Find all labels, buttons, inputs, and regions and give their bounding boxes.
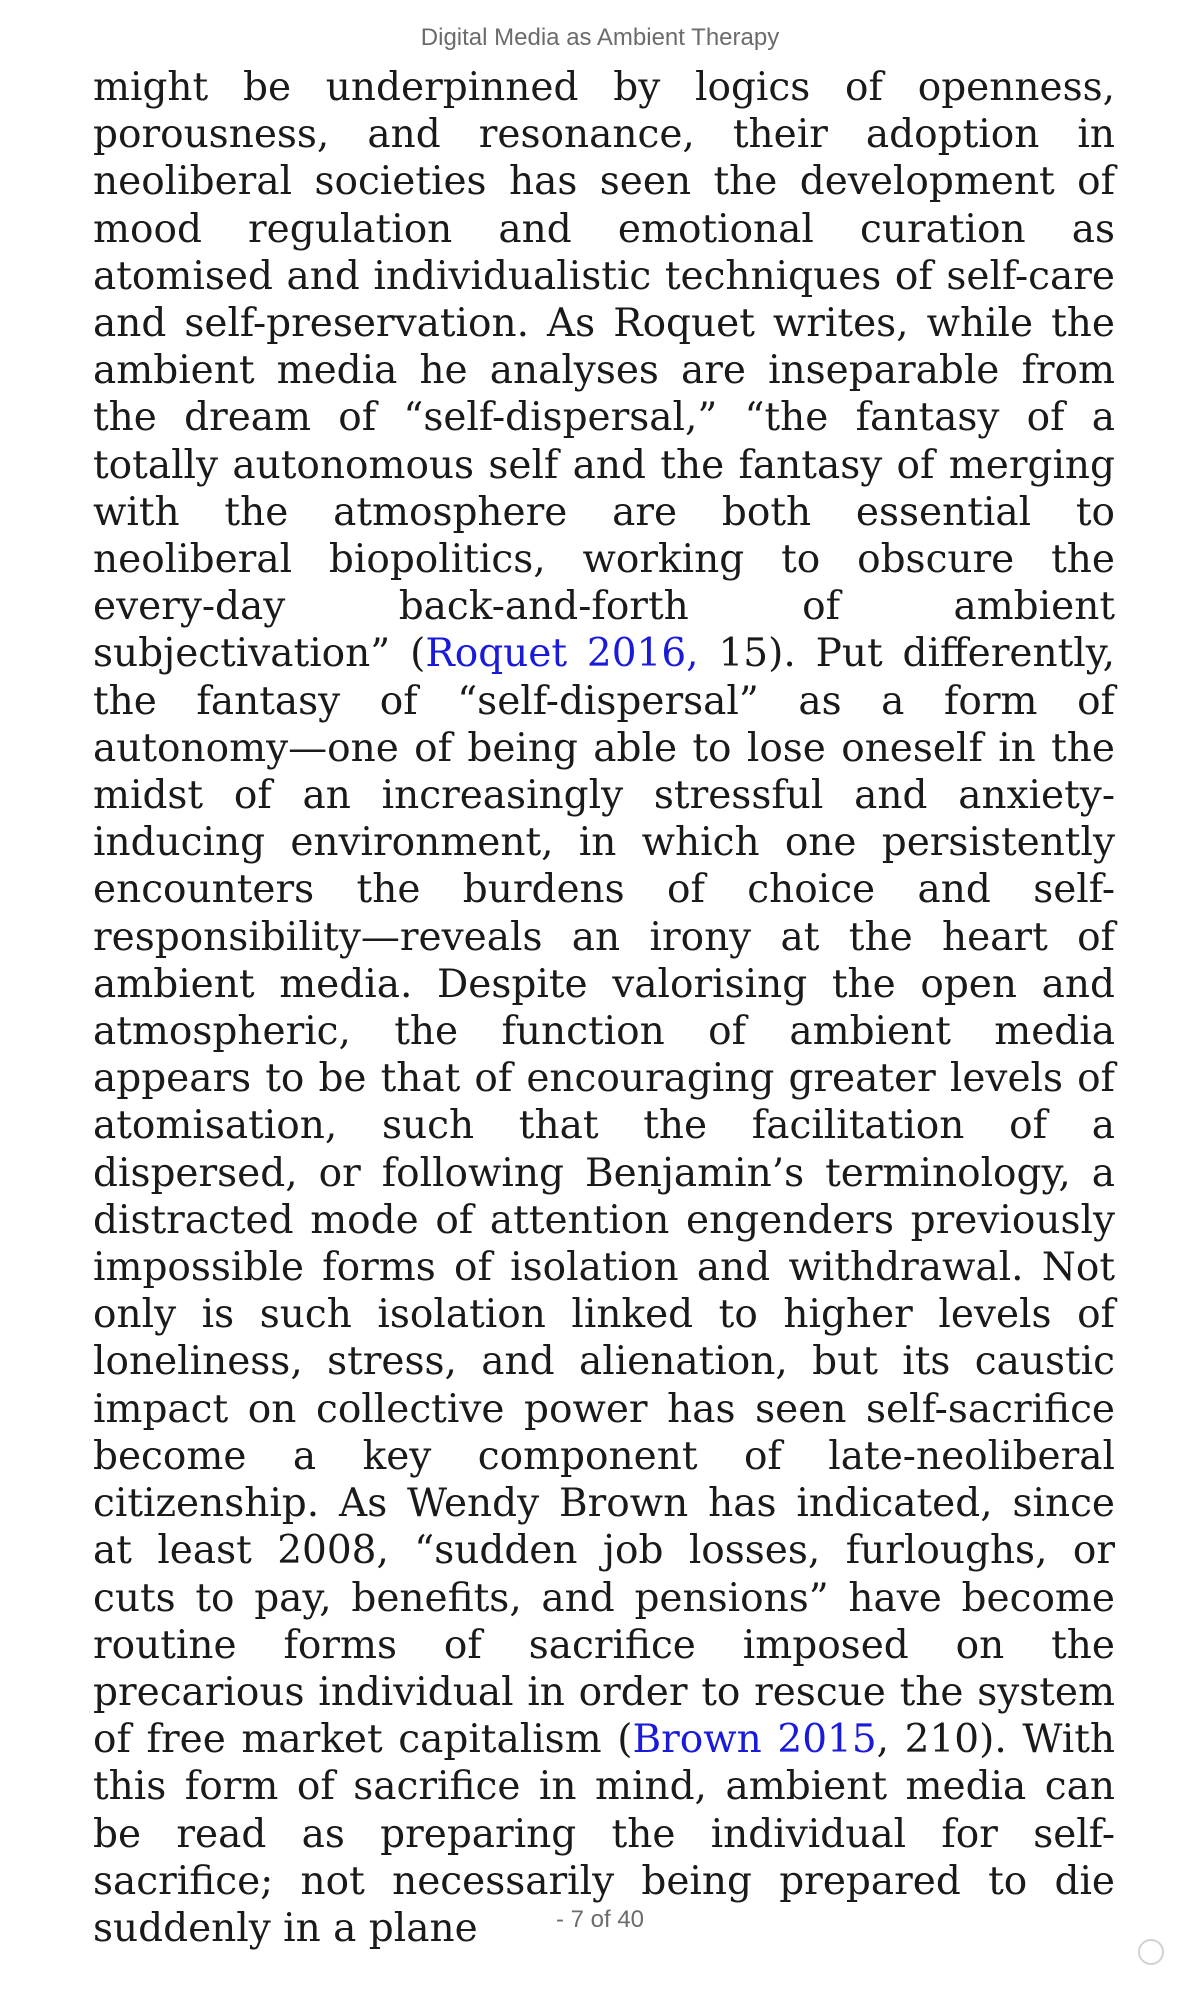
body-paragraph bbox=[93, 64, 1115, 1952]
body-text-segment-2: 15). Put differently, the fantasy of “self-dispersal” as a form of autonomy—one of being able to lose oneself in the midst of an increasingly stressful and anxiety-inducing environment, in which one persistently encounters the burdens of choice and self-responsibility—reveals an irony at the heart of ambient media. Despite valorising the open and atmospheric, the function of ambient media appears to be that of encouraging greater levels of atomisation, such that the facilitation of a dispersed, or following Benjamin’s terminology, a distracted mode of attention engenders previously impossible forms of isolation and withdrawal. Not only is such isolation linked to higher levels of loneliness, stress, and alienation, but its caustic impact on collective power has seen self-sacrifice become a key component of late-neoliberal citizenship. As Wendy Brown has indicated, since at least 2008, “sudden job losses, furloughs, or cuts to pay, benefits, and pensions” have become routine forms of sacrifice imposed on the precarious individual in order to rescue the system of free market capitalism ( bbox=[93, 631, 1115, 1763]
citation-link-roquet-2016[interactable]: Roquet 2016, bbox=[425, 631, 699, 677]
body-text-segment-1: might be underpinned by logics of openness, porousness, and resonance, their adoption in neoliberal societies has seen the development of mood regulation and emotional curation as atomised and individualistic techniques of self-care and self-preservation. As Roquet writes, while the ambient media he analyses are inseparable from the dream of “self-dispersal,” “the fantasy of a totally autonomous self and the fantasy of merging with the atmosphere are both essential to neoliberal biopolitics, working to obscure the every-day back-and-forth of ambient subjectivation” ( bbox=[93, 65, 1115, 677]
running-header: Digital Media as Ambient Therapy bbox=[420, 24, 780, 51]
page-indicator: - 7 of 40 bbox=[555, 1906, 645, 1933]
circle-outline-icon[interactable] bbox=[1138, 1939, 1164, 1965]
body-text-segment-3: , 210). With this form of sacrifice in mind, ambient media can be read as preparing the individual for self-sacrifice; not necessarily being prepared to die suddenly in a plane bbox=[93, 1717, 1115, 1951]
citation-link-brown-2015[interactable]: Brown 2015 bbox=[632, 1717, 877, 1763]
